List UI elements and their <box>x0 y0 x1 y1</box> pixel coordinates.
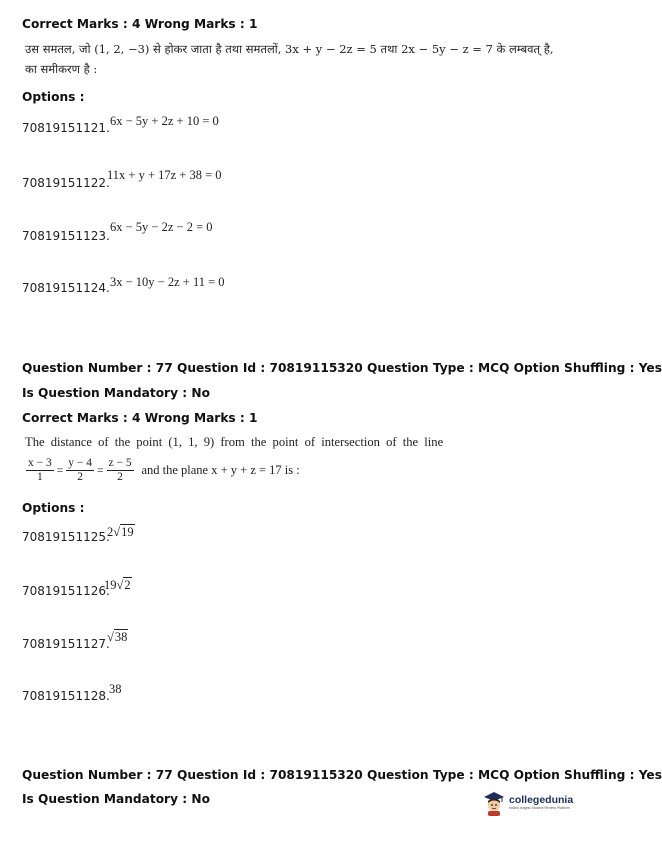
option-text: √38 <box>107 630 128 644</box>
q77-line-equation: $\frac{x - 3}{1}$ = $\frac{y - 4}{2}$ = $\frac{z - 5}{2}$ and the plane x + y + z = 17 is : <box>28 457 300 483</box>
option-text: 6x − 5y + 2z + 10 = 0 <box>110 114 219 128</box>
q77-repeat-mandatory: Is Question Mandatory : No <box>22 792 210 806</box>
graduate-mascot-icon <box>482 790 506 816</box>
option-id: 70819151127. <box>22 637 110 651</box>
q77-marks: Correct Marks : 4 Wrong Marks : 1 <box>22 411 258 425</box>
option-text: 38 <box>109 682 122 696</box>
q76-stem-line1: उस समतल, जो (1, 2, −3) से होकर जाता है तथा समतलों, 3x + y − 2z = 5 तथा 2x − 5y − z = 7 के लम्बवत् है, <box>25 42 554 56</box>
q76-stem-line2: का समीकरण है : <box>25 62 98 76</box>
q76-marks: Correct Marks : 4 Wrong Marks : 1 <box>22 17 258 31</box>
q77-header: Question Number : 77 Question Id : 70819115320 Question Type : MCQ Option Shuffling : Yes <box>22 361 662 375</box>
collegedunia-logo <box>482 790 573 816</box>
q77-stem-tail: and the plane x + y + z = 17 is : <box>141 463 300 477</box>
q77-stem-line1: The distance of the point (1, 1, 9) from the point of intersection of the line <box>25 435 444 449</box>
option-id: 70819151126. <box>22 584 110 598</box>
option-id: 70819151124. <box>22 281 110 295</box>
brand-tagline: India's largest Student Review Platform <box>509 806 570 810</box>
fraction-x: $\frac{x - 3}{1}$ <box>28 457 52 483</box>
option-id: 70819151128. <box>22 689 110 703</box>
q76-options-label: Options : <box>22 90 85 104</box>
fraction-z: $\frac{z - 5}{2}$ <box>108 457 132 483</box>
option-text: 19√2 <box>104 578 131 592</box>
q77-options-label: Options : <box>22 501 85 515</box>
fraction-y: $\frac{y - 4}{2}$ <box>68 457 92 483</box>
q77-repeat-header: Question Number : 77 Question Id : 70819115320 Question Type : MCQ Option Shuffling : Yes <box>22 768 662 782</box>
option-id: 70819151123. <box>22 229 110 243</box>
option-text: 2√19 <box>107 525 134 539</box>
q77-mandatory: Is Question Mandatory : No <box>22 386 210 400</box>
option-text: 3x − 10y − 2z + 11 = 0 <box>110 275 225 289</box>
option-id: 70819151121. <box>22 121 110 135</box>
option-id: 70819151125. <box>22 530 110 544</box>
brand-name: collegedunia <box>509 794 574 806</box>
option-text: 6x − 5y − 2z − 2 = 0 <box>110 220 213 234</box>
option-text: 11x + y + 17z + 38 = 0 <box>107 168 222 182</box>
option-id: 70819151122. <box>22 176 110 190</box>
